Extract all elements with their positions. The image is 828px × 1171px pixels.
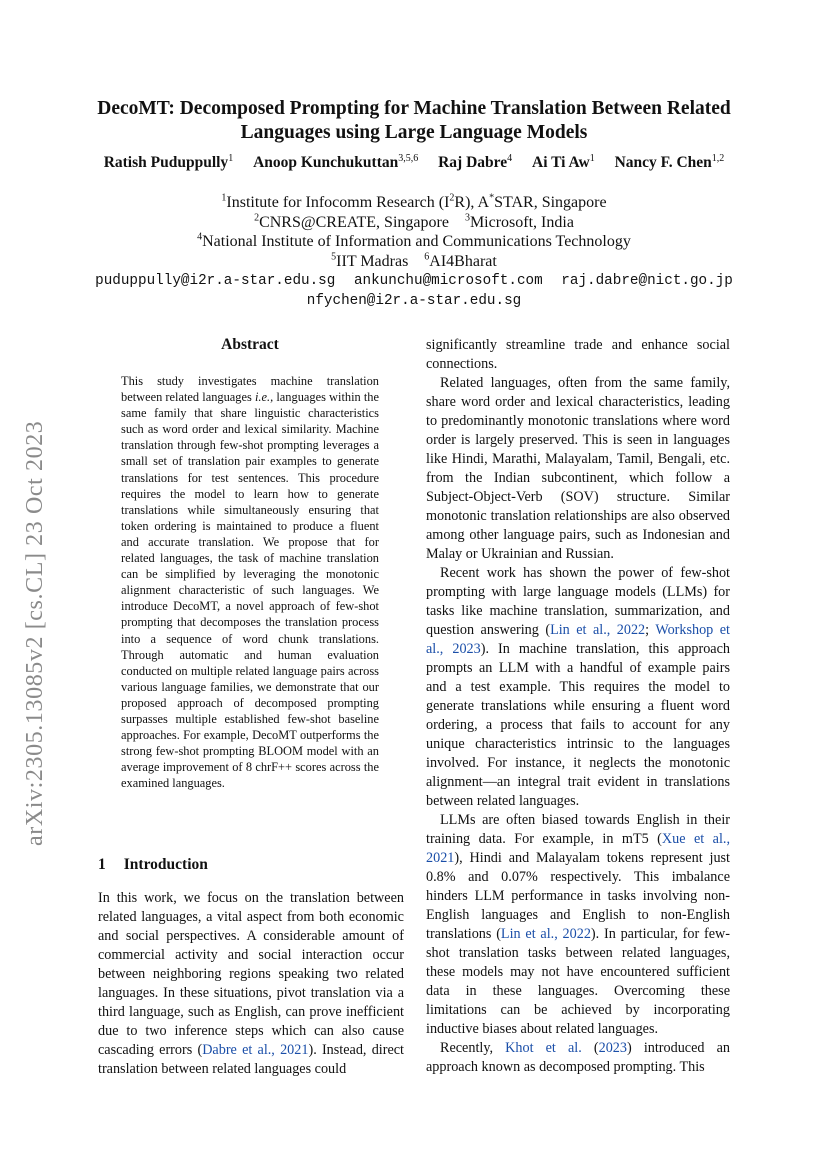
affiliation-line: $^2$CNRS@CREATE, Singapore $^3$Microsoft, India [254,212,574,231]
affiliation-line: $^5$IIT Madras $^6$AI4Bharat [331,251,497,270]
introduction-paragraph: In this work, we focus on the translation between related languages, a vital aspect from both economic and social perspectives. A considerable amount of commercial activity and social interaction occur between neighboring regions speaking two related languages. In these situations, pivot translation via a third language, such as English, can prove inefficient due to two inference steps which can also cause cascading errors (Dabre et al., 2021). Instead, direct translation between related languages could [98,890,404,1077]
affiliation-line: $^1$Institute for Infocomm Research $(I^2R)$, A*STAR, Singapore [221,192,607,211]
abstract-body: This study investigates machine translation between related languages i.e., languages within the same family that share linguistic characteristics such as word order and lexical similarity. Machine translation through few-shot prompting leverages a small set of translation pair examples to generate translations for test sentences. This procedure requires the model to learn how to generate translations while simultaneously ensuring that token ordering is maintained to produce a fluent and accurate translation. We propose that for related languages, the task of machine translation can be simplified by leveraging the monotonic alignment characteristic of such languages. We introduce DecoMT, a novel approach of few-shot prompting that decomposes the translation process into a sequence of word chunk translations. Through automatic and human evaluation conducted on multiple related language pairs across various language families, we demonstrate that our proposed approach of decomposed prompting surpasses multiple established few-shot baseline approaches. For example, DecoMT outperforms the strong few-shot prompting BLOOM model with an average improvement of 8 chrF++ scores across the examined languages. [121,374,379,791]
citation-link[interactable]: Lin et al., 2022 [500,926,591,942]
citation-link[interactable]: Khot et al. [505,1040,582,1056]
affiliations [40,193,788,271]
paragraph: Recently, Khot et al. (2023) introduced an approach known as decomposed prompting. This [426,1040,730,1075]
citation-link[interactable]: 2023 [598,1040,627,1056]
paragraph: LLMs are often biased towards English in their training data. For example, in mT5 (Xue et al., 2021), Hindi and Malayalam tokens represent just 0.8% and 0.07% respectively. This imbalance hinders LLM performance in tasks involving non-English languages and English to non-English translations (Lin et al., 2022). In particular, for few-shot translation tasks between related languages, these models may not have encountered sufficient data in these languages. Overcoming these limitations can be achieved by incorporating inductive biases about related languages. [426,812,731,1037]
citation-link[interactable]: Xue et al., 2021 [426,831,731,866]
email[interactable]: ankunchu@microsoft.com [353,273,543,289]
author: Nancy F. Chen$^{1,2}$ [614,152,725,171]
citation-link[interactable]: Dabre et al., 2021 [202,1042,309,1058]
section-heading: 1 Introduction [98,856,208,873]
author: Anoop Kunchukuttan$^{3,5,6}$ [253,152,419,171]
paragraph: significantly streamline trade and enhance social connections. [426,337,730,372]
citation-link[interactable]: Lin et al., 2022 [550,622,646,638]
email[interactable]: puduppully@i2r.a-star.edu.sg [95,273,336,289]
citation-link[interactable]: Workshop et al., 2023 [426,622,730,657]
paragraph: Related languages, often from the same family, share word order and lexical characteristics, leading to predominantly monotonic translations where word order is largely preserved. This is seen in languages like Hindi, Marathi, Malayalam, Tamil, Bengali, etc. from the Indian subcontinent, which follow a Subject-Object-Verb (SOV) structure. Similar monotonic translation relationships are also observed among other language pairs, such as Indonesian and Malay or Ukrainian and Russian. [426,375,730,562]
email[interactable]: raj.dabre@nict.go.jp [561,273,733,289]
email[interactable]: nfychen@i2r.a-star.edu.sg [306,292,522,309]
abstract-heading: Abstract [221,336,279,353]
paragraph: Recent work has shown the power of few-shot prompting with large language models (LLMs) for tasks like machine translation, summarization, and question answering (Lin et al., 2022; Workshop et al., 2023). In machine translation, this approach prompts an LLM with a handful of example pairs and a test example. This requires the model to generate translations while ensuring a fluent word ordering, a process that fails to account for any unique characteristics intrinsic to the languages involved. For instance, it neglects the monotonic alignment—an integral trait evident in translations between related languages. [426,565,730,809]
affiliation-line: $^4$National Institute of Information and Communications Technology [197,231,631,250]
author: Raj Dabre$^4$ [438,152,513,171]
author: Ai Ti Aw$^1$ [532,152,595,171]
author-emails [40,272,788,311]
arxiv-identifier: arXiv:2305.13085v2 [cs.CL] 23 Oct 2023 [22,420,48,846]
author-list [40,153,788,173]
right-column [426,336,730,1077]
paper-title: DecoMT: Decomposed Prompting for Machine Translation Between Related Languages using Large Language Models [97,98,731,143]
author: Ratish Puduppully$^1$ [103,152,234,171]
